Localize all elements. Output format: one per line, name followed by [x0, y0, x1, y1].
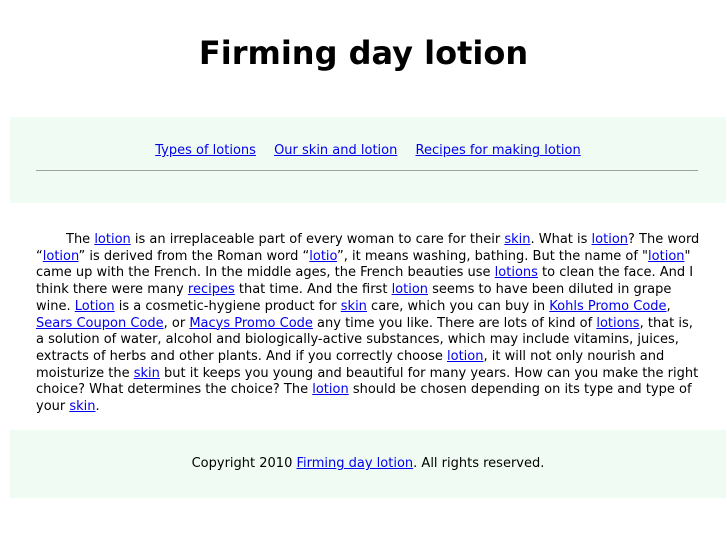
article-link-lotion[interactable]: Lotion: [74, 298, 115, 314]
article-text: any time you like. There are lots of kind of: [312, 315, 597, 331]
article-link-lotion[interactable]: lotion: [648, 248, 685, 264]
nav-panel: [10, 117, 726, 203]
article-text: should be chosen depending on its type and type of your: [36, 382, 692, 415]
nav-link-types-of-lotions[interactable]: Types of lotions: [155, 143, 256, 158]
article-link-lotio[interactable]: lotio: [309, 248, 338, 264]
article-text: care, which you can buy in: [366, 298, 550, 314]
article-link-skin[interactable]: skin: [69, 399, 96, 415]
article-text: .: [95, 399, 100, 415]
footer-copyright: [10, 455, 726, 472]
article-text: , or: [163, 315, 190, 331]
article-text: . What is: [530, 232, 592, 247]
article-text: , it will not only nourish and moisturize the: [36, 348, 665, 381]
nav-links: [10, 142, 726, 159]
nav-link-our-skin-and-lotion[interactable]: Our skin and lotion: [274, 143, 398, 158]
article-text: that time. And the first: [234, 282, 392, 298]
article-text: ? The word “: [36, 232, 700, 264]
article-text: is an irreplaceable part of every woman to care for their: [130, 232, 505, 247]
article-text: seems to have been diluted in grape wine.: [36, 282, 672, 314]
article-link-lotion[interactable]: lotion: [312, 382, 349, 398]
article-text: ”, it means washing, bathing. But the name of ": [337, 248, 649, 264]
article-text: ” is derived from the Roman word “: [78, 248, 310, 264]
article-text: is a cosmetic-hygiene product for: [114, 298, 341, 314]
article-text: , that is, a solution of water, alcohol and biologically-active substances, which may include vitamins, juices, extracts of herbs and other plants. And if you correctly choose: [36, 315, 693, 364]
article-link-lotion[interactable]: lotion: [447, 348, 484, 364]
article-link-lotion[interactable]: lotion: [591, 232, 629, 247]
article-text: ,: [666, 298, 671, 314]
page-title: Firming day lotion: [198, 34, 529, 72]
footer-link-firming-day-lotion[interactable]: Firming day lotion: [296, 456, 414, 471]
article-text: " came up with the French. In the middle ages, the French beauties use: [36, 248, 691, 281]
article-link-lotions[interactable]: lotions: [596, 315, 640, 331]
footer-panel: [10, 430, 726, 498]
article-text: The: [66, 232, 95, 247]
nav-link-recipes-for-making-lotion[interactable]: Recipes for making lotion: [415, 143, 581, 158]
article-link-lotion[interactable]: lotion: [391, 282, 429, 298]
article-link-lotions[interactable]: lotions: [494, 265, 538, 281]
nav-divider: [36, 170, 698, 171]
article-link-recipes[interactable]: recipes: [187, 282, 235, 298]
article-link-skin[interactable]: skin: [504, 232, 531, 247]
footer-copyright-prefix: Copyright 2010: [191, 456, 297, 471]
article-link-lotion[interactable]: lotion: [42, 248, 79, 264]
article-link-kohls-promo-code[interactable]: Kohls Promo Code: [549, 298, 667, 314]
article-text: but it keeps you young and beautiful for many years. How can you make the right choice? What determines the choice? The: [36, 365, 699, 398]
article-link-skin[interactable]: skin: [133, 365, 160, 381]
footer-copyright-suffix: . All rights reserved.: [413, 456, 545, 471]
article-link-skin[interactable]: skin: [340, 298, 367, 314]
article-text: to clean the face. And I think there were many: [36, 265, 694, 298]
article-link-lotion[interactable]: lotion: [94, 232, 131, 247]
article-paragraph: [36, 232, 703, 416]
article-link-macys-promo-code[interactable]: Macys Promo Code: [189, 315, 313, 331]
article-link-sears-coupon-code[interactable]: Sears Coupon Code: [36, 315, 164, 331]
